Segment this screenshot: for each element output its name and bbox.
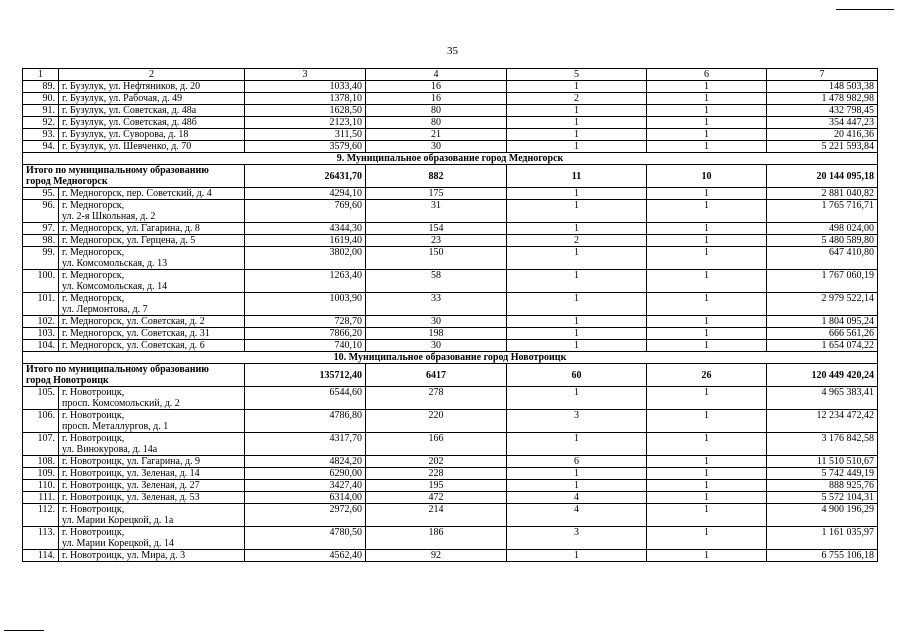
col6-value: 1	[647, 492, 767, 504]
cell-line: г. Новотроицк,	[62, 410, 125, 421]
table-row	[23, 550, 878, 562]
table-row	[23, 93, 878, 105]
col4-value: 166	[366, 433, 507, 456]
col4-value: 30	[366, 141, 507, 153]
cell-line: г. Медногорск,	[62, 293, 125, 304]
address	[59, 93, 245, 105]
col4-value: 214	[366, 504, 507, 527]
cell-line: г. Новотроицк, ул. Зеленая, д. 14	[62, 468, 200, 479]
area: 1263,40	[245, 270, 366, 293]
col6-value: 1	[647, 550, 767, 562]
col6-value: 1	[647, 235, 767, 247]
col5-value: 1	[507, 316, 647, 328]
section-title: 10. Муниципальное образование город Новотроицк	[23, 352, 878, 364]
row-number: 113.	[23, 527, 59, 550]
table-row	[23, 188, 878, 200]
table-row	[23, 223, 878, 235]
table-row	[23, 129, 878, 141]
address	[59, 117, 245, 129]
row-number: 100.	[23, 270, 59, 293]
area: 3427,40	[245, 480, 366, 492]
cell-line: г. Медногорск, ул. Герцена, д. 5	[62, 235, 196, 246]
cell-line: г. Медногорск,	[62, 270, 125, 281]
cell-line: г. Медногорск, ул. Советская, д. 2	[62, 316, 205, 327]
area: 740,10	[245, 340, 366, 352]
bottom-rule	[4, 630, 44, 631]
table-row	[23, 316, 878, 328]
col5-value: 1	[507, 550, 647, 562]
col5-value: 1	[507, 468, 647, 480]
table-row	[23, 456, 878, 468]
table-body	[23, 69, 878, 562]
col6-value: 1	[647, 504, 767, 527]
row-number: 92.	[23, 117, 59, 129]
amount: 12 234 472,42	[767, 410, 878, 433]
top-rule	[836, 9, 894, 10]
area: 3579,60	[245, 141, 366, 153]
col4-value: 16	[366, 93, 507, 105]
amount: 888 925,76	[767, 480, 878, 492]
col4-value: 30	[366, 316, 507, 328]
table-row	[23, 293, 878, 316]
address	[59, 81, 245, 93]
table-row	[23, 527, 878, 550]
cell-line: г. Бузулук, ул. Нефтяников, д. 20	[62, 81, 201, 92]
address	[59, 433, 245, 456]
amount: 1 654 074,22	[767, 340, 878, 352]
col4-value: 80	[366, 105, 507, 117]
address	[59, 504, 245, 527]
address	[59, 527, 245, 550]
cell-line: ул. Комсомольская, д. 13	[62, 258, 168, 269]
total-col4: 6417	[366, 364, 507, 387]
table-row	[23, 235, 878, 247]
area: 6314,00	[245, 492, 366, 504]
col5-value: 2	[507, 235, 647, 247]
amount: 432 798,45	[767, 105, 878, 117]
amount: 1 478 982,98	[767, 93, 878, 105]
row-number: 103.	[23, 328, 59, 340]
amount: 647 410,80	[767, 247, 878, 270]
col6-value: 1	[647, 456, 767, 468]
col4-value: 150	[366, 247, 507, 270]
total-col4: 882	[366, 165, 507, 188]
col4-value: 80	[366, 117, 507, 129]
column-number: 2	[59, 69, 245, 81]
area: 4786,80	[245, 410, 366, 433]
column-number: 5	[507, 69, 647, 81]
area: 769,60	[245, 200, 366, 223]
address	[59, 316, 245, 328]
col4-value: 228	[366, 468, 507, 480]
area: 4317,70	[245, 433, 366, 456]
table-row	[23, 200, 878, 223]
amount: 148 503,38	[767, 81, 878, 93]
col5-value: 1	[507, 81, 647, 93]
total-area: 26431,70	[245, 165, 366, 188]
table-row	[23, 504, 878, 527]
table-row	[23, 387, 878, 410]
col6-value: 1	[647, 141, 767, 153]
col4-value: 220	[366, 410, 507, 433]
cell-line: г. Новотроицк,	[62, 504, 125, 515]
column-number-row	[23, 69, 878, 81]
col4-value: 58	[366, 270, 507, 293]
address	[59, 468, 245, 480]
cell-line: ул. 2-я Школьная, д. 2	[62, 211, 156, 222]
row-number: 98.	[23, 235, 59, 247]
area: 728,70	[245, 316, 366, 328]
section-heading-row	[23, 352, 878, 364]
cell-line: ул. Лермонтова, д. 7	[62, 304, 148, 315]
amount: 5 572 104,31	[767, 492, 878, 504]
column-number: 4	[366, 69, 507, 81]
cell-line: Итого по муниципальному образованию	[26, 364, 209, 375]
col4-value: 472	[366, 492, 507, 504]
col5-value: 1	[507, 117, 647, 129]
table-row	[23, 117, 878, 129]
cell-line: город Новотроицк	[26, 375, 109, 386]
col5-value: 6	[507, 456, 647, 468]
table-row	[23, 410, 878, 433]
address	[59, 223, 245, 235]
col6-value: 1	[647, 129, 767, 141]
col6-value: 1	[647, 527, 767, 550]
address	[59, 293, 245, 316]
area: 2972,60	[245, 504, 366, 527]
cell-line: г. Новотроицк, ул. Гагарина, д. 9	[62, 456, 201, 467]
col4-value: 31	[366, 200, 507, 223]
cell-line: г. Новотроицк, ул. Зеленая, д. 53	[62, 492, 200, 503]
cell-line: город Медногорск	[26, 176, 108, 187]
cell-line: г. Бузулук, ул. Шевченко, д. 70	[62, 141, 192, 152]
row-number: 110.	[23, 480, 59, 492]
col5-value: 1	[507, 129, 647, 141]
cell-line: ул. Марии Корецкой, д. 1а	[62, 515, 174, 526]
address	[59, 328, 245, 340]
col4-value: 16	[366, 81, 507, 93]
amount: 3 176 842,58	[767, 433, 878, 456]
row-number: 105.	[23, 387, 59, 410]
col6-value: 1	[647, 223, 767, 235]
area: 2123,10	[245, 117, 366, 129]
col6-value: 1	[647, 387, 767, 410]
cell-line: г. Новотроицк, ул. Зеленая, д. 27	[62, 480, 200, 491]
amount: 1 161 035,97	[767, 527, 878, 550]
col4-value: 198	[366, 328, 507, 340]
page-number: 35	[447, 45, 458, 57]
row-number: 111.	[23, 492, 59, 504]
total-amount: 120 449 420,24	[767, 364, 878, 387]
row-number: 93.	[23, 129, 59, 141]
amount: 5 221 593,84	[767, 141, 878, 153]
col5-value: 1	[507, 200, 647, 223]
address	[59, 340, 245, 352]
col5-value: 1	[507, 105, 647, 117]
address	[59, 480, 245, 492]
amount: 4 965 383,41	[767, 387, 878, 410]
amount: 5 480 589,80	[767, 235, 878, 247]
row-number: 114.	[23, 550, 59, 562]
cell-line: г. Медногорск,	[62, 200, 125, 211]
col4-value: 30	[366, 340, 507, 352]
cell-line: ул. Винокурова, д. 14а	[62, 444, 158, 455]
address	[59, 105, 245, 117]
row-number: 90.	[23, 93, 59, 105]
col5-value: 1	[507, 328, 647, 340]
table-row	[23, 433, 878, 456]
cell-line: г. Медногорск, пер. Советский, д. 4	[62, 188, 212, 199]
col6-value: 1	[647, 270, 767, 293]
col6-value: 1	[647, 410, 767, 433]
cell-line: просп. Металлургов, д. 1	[62, 421, 169, 432]
col4-value: 21	[366, 129, 507, 141]
address	[59, 141, 245, 153]
col4-value: 33	[366, 293, 507, 316]
address	[59, 550, 245, 562]
table-row	[23, 480, 878, 492]
section-heading-row	[23, 153, 878, 165]
cell-line: г. Бузулук, ул. Советская, д. 48а	[62, 105, 197, 116]
table-row	[23, 270, 878, 293]
row-number: 108.	[23, 456, 59, 468]
total-row	[23, 364, 878, 387]
area: 4824,20	[245, 456, 366, 468]
address	[59, 410, 245, 433]
address	[59, 188, 245, 200]
row-number: 91.	[23, 105, 59, 117]
col4-value: 175	[366, 188, 507, 200]
col6-value: 1	[647, 247, 767, 270]
amount: 354 447,23	[767, 117, 878, 129]
row-number: 112.	[23, 504, 59, 527]
col6-value: 1	[647, 328, 767, 340]
cell-line: г. Медногорск, ул. Советская, д. 31	[62, 328, 210, 339]
amount: 1 804 095,24	[767, 316, 878, 328]
col6-value: 1	[647, 340, 767, 352]
col6-value: 1	[647, 468, 767, 480]
total-row	[23, 165, 878, 188]
area: 4294,10	[245, 188, 366, 200]
col5-value: 1	[507, 223, 647, 235]
amount: 2 979 522,14	[767, 293, 878, 316]
area: 7866,20	[245, 328, 366, 340]
amount: 666 561,26	[767, 328, 878, 340]
col5-value: 1	[507, 433, 647, 456]
col6-value: 1	[647, 316, 767, 328]
address	[59, 456, 245, 468]
total-label	[23, 364, 245, 387]
col5-value: 1	[507, 387, 647, 410]
table-row	[23, 492, 878, 504]
amount: 1 767 060,19	[767, 270, 878, 293]
col4-value: 202	[366, 456, 507, 468]
cell-line: Итого по муниципальному образованию	[26, 165, 209, 176]
table-row	[23, 141, 878, 153]
address	[59, 387, 245, 410]
col4-value: 278	[366, 387, 507, 410]
col5-value: 4	[507, 492, 647, 504]
amount: 11 510 510,67	[767, 456, 878, 468]
amount: 2 881 040,82	[767, 188, 878, 200]
column-number: 3	[245, 69, 366, 81]
cell-line: г. Медногорск, ул. Гагарина, д. 8	[62, 223, 200, 234]
cell-line: г. Новотроицк, ул. Мира, д. 3	[62, 550, 186, 561]
area: 311,50	[245, 129, 366, 141]
row-number: 99.	[23, 247, 59, 270]
col6-value: 1	[647, 200, 767, 223]
amount: 498 024,00	[767, 223, 878, 235]
col6-value: 1	[647, 188, 767, 200]
cell-line: г. Бузулук, ул. Советская, д. 48б	[62, 117, 197, 128]
col4-value: 186	[366, 527, 507, 550]
col5-value: 1	[507, 480, 647, 492]
address	[59, 129, 245, 141]
address	[59, 247, 245, 270]
total-amount: 20 144 095,18	[767, 165, 878, 188]
table-row	[23, 328, 878, 340]
cell-line: г. Новотроицк,	[62, 433, 125, 444]
address	[59, 200, 245, 223]
cell-line: г. Медногорск,	[62, 247, 125, 258]
col6-value: 1	[647, 480, 767, 492]
row-number: 96.	[23, 200, 59, 223]
cell-line: г. Бузулук, ул. Рабочая, д. 49	[62, 93, 183, 104]
col5-value: 1	[507, 270, 647, 293]
total-label	[23, 165, 245, 188]
column-number: 6	[647, 69, 767, 81]
address	[59, 270, 245, 293]
total-col5: 60	[507, 364, 647, 387]
amount: 6 755 106,18	[767, 550, 878, 562]
col6-value: 1	[647, 433, 767, 456]
col6-value: 1	[647, 293, 767, 316]
table-row	[23, 468, 878, 480]
col4-value: 92	[366, 550, 507, 562]
col6-value: 1	[647, 93, 767, 105]
cell-line: просп. Комсомольский, д. 2	[62, 398, 180, 409]
col4-value: 195	[366, 480, 507, 492]
col5-value: 2	[507, 93, 647, 105]
col5-value: 4	[507, 504, 647, 527]
col6-value: 1	[647, 117, 767, 129]
amount: 1 765 716,71	[767, 200, 878, 223]
area: 4344,30	[245, 223, 366, 235]
address	[59, 492, 245, 504]
area: 3802,00	[245, 247, 366, 270]
row-number: 107.	[23, 433, 59, 456]
cell-line: г. Новотроицк,	[62, 527, 125, 538]
col4-value: 154	[366, 223, 507, 235]
area: 1628,50	[245, 105, 366, 117]
cell-line: ул. Комсомольская, д. 14	[62, 281, 168, 292]
total-area: 135712,40	[245, 364, 366, 387]
col5-value: 1	[507, 141, 647, 153]
col6-value: 1	[647, 105, 767, 117]
col5-value: 1	[507, 293, 647, 316]
amount: 4 900 196,29	[767, 504, 878, 527]
column-number: 7	[767, 69, 878, 81]
col5-value: 1	[507, 188, 647, 200]
col6-value: 1	[647, 81, 767, 93]
row-number: 101.	[23, 293, 59, 316]
area: 4562,40	[245, 550, 366, 562]
col5-value: 3	[507, 410, 647, 433]
row-number: 94.	[23, 141, 59, 153]
total-col6: 26	[647, 364, 767, 387]
row-number: 95.	[23, 188, 59, 200]
area: 1619,40	[245, 235, 366, 247]
row-number: 97.	[23, 223, 59, 235]
table-row	[23, 105, 878, 117]
table-row	[23, 340, 878, 352]
table-row	[23, 247, 878, 270]
col5-value: 3	[507, 527, 647, 550]
address	[59, 235, 245, 247]
row-number: 102.	[23, 316, 59, 328]
cell-line: ул. Марии Корецкой, д. 14	[62, 538, 174, 549]
col4-value: 23	[366, 235, 507, 247]
row-number: 89.	[23, 81, 59, 93]
area: 6290,00	[245, 468, 366, 480]
table-row	[23, 81, 878, 93]
cell-line: г. Бузулук, ул. Суворова, д. 18	[62, 129, 189, 140]
section-title: 9. Муниципальное образование город Медногорск	[23, 153, 878, 165]
area: 4780,50	[245, 527, 366, 550]
total-col6: 10	[647, 165, 767, 188]
column-number: 1	[23, 69, 59, 81]
area: 1378,10	[245, 93, 366, 105]
area: 1003,90	[245, 293, 366, 316]
area: 6544,60	[245, 387, 366, 410]
row-number: 104.	[23, 340, 59, 352]
cell-line: г. Медногорск, ул. Советская, д. 6	[62, 340, 205, 351]
col5-value: 1	[507, 247, 647, 270]
total-col5: 11	[507, 165, 647, 188]
data-table	[22, 68, 878, 562]
col5-value: 1	[507, 340, 647, 352]
amount: 20 416,36	[767, 129, 878, 141]
cell-line: г. Новотроицк,	[62, 387, 125, 398]
row-number: 109.	[23, 468, 59, 480]
area: 1033,40	[245, 81, 366, 93]
row-number: 106.	[23, 410, 59, 433]
amount: 5 742 449,19	[767, 468, 878, 480]
